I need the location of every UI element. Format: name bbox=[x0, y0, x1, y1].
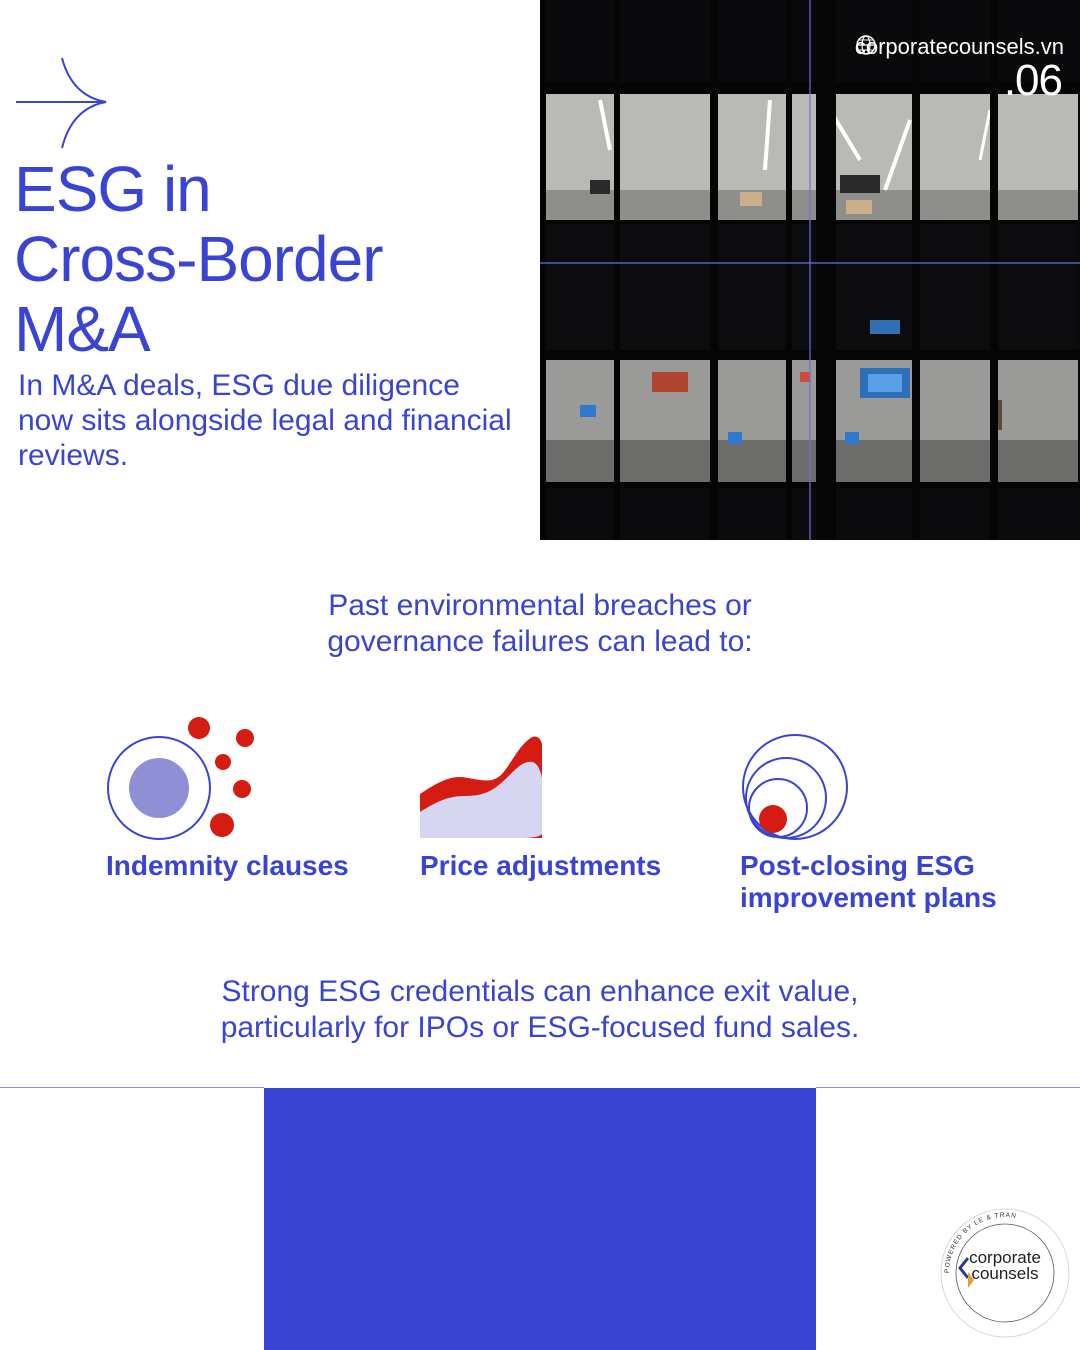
title-line: Cross-Border bbox=[14, 223, 383, 295]
closing-line: particularly for IPOs or ESG-focused fund sales. bbox=[220, 1011, 860, 1044]
closing-line: Strong ESG credentials can enhance exit value, bbox=[221, 975, 859, 1008]
item-label: improvement plans bbox=[740, 882, 997, 913]
divider-right bbox=[816, 1087, 1080, 1088]
lead-text bbox=[0, 588, 1080, 660]
title-line: M&A bbox=[14, 293, 150, 365]
website-text: corporatecounsels.vn bbox=[854, 34, 1064, 59]
item-price-adjustments bbox=[420, 850, 720, 882]
brand-badge bbox=[938, 1206, 1072, 1340]
building-facade-illustration bbox=[540, 0, 1080, 540]
page-title bbox=[14, 154, 534, 364]
page-number: .06 bbox=[1003, 56, 1062, 105]
globe-icon bbox=[855, 34, 877, 56]
item-indemnity-clauses bbox=[106, 850, 406, 882]
lead-line: Past environmental breaches or bbox=[328, 589, 752, 622]
logo-line: corporate bbox=[969, 1248, 1041, 1267]
badge-ring-text: POWERED BY LE & TRAN bbox=[943, 1211, 1018, 1274]
area-chart-icon bbox=[418, 734, 544, 838]
item-post-closing-plans bbox=[740, 850, 1060, 914]
nested-circles-icon bbox=[740, 734, 850, 844]
closing-text bbox=[0, 974, 1080, 1046]
title-line: ESG in bbox=[14, 153, 211, 225]
subtitle: In M&A deals, ESG due diligence now sits alongside legal and financial reviews. bbox=[18, 369, 512, 472]
accent-block bbox=[264, 1088, 816, 1350]
brand-logo bbox=[938, 1250, 1072, 1282]
logo-line: counsels bbox=[971, 1264, 1039, 1283]
item-label: Indemnity clauses bbox=[106, 850, 349, 881]
item-label: Post-closing ESG bbox=[740, 850, 975, 881]
item-label: Price adjustments bbox=[420, 850, 662, 881]
circles-with-dots-icon bbox=[104, 714, 264, 842]
lead-line: governance failures can lead to: bbox=[327, 625, 753, 658]
arrow-right-icon bbox=[14, 56, 110, 152]
divider-left bbox=[0, 1087, 264, 1088]
office-building-photo bbox=[540, 0, 1080, 540]
